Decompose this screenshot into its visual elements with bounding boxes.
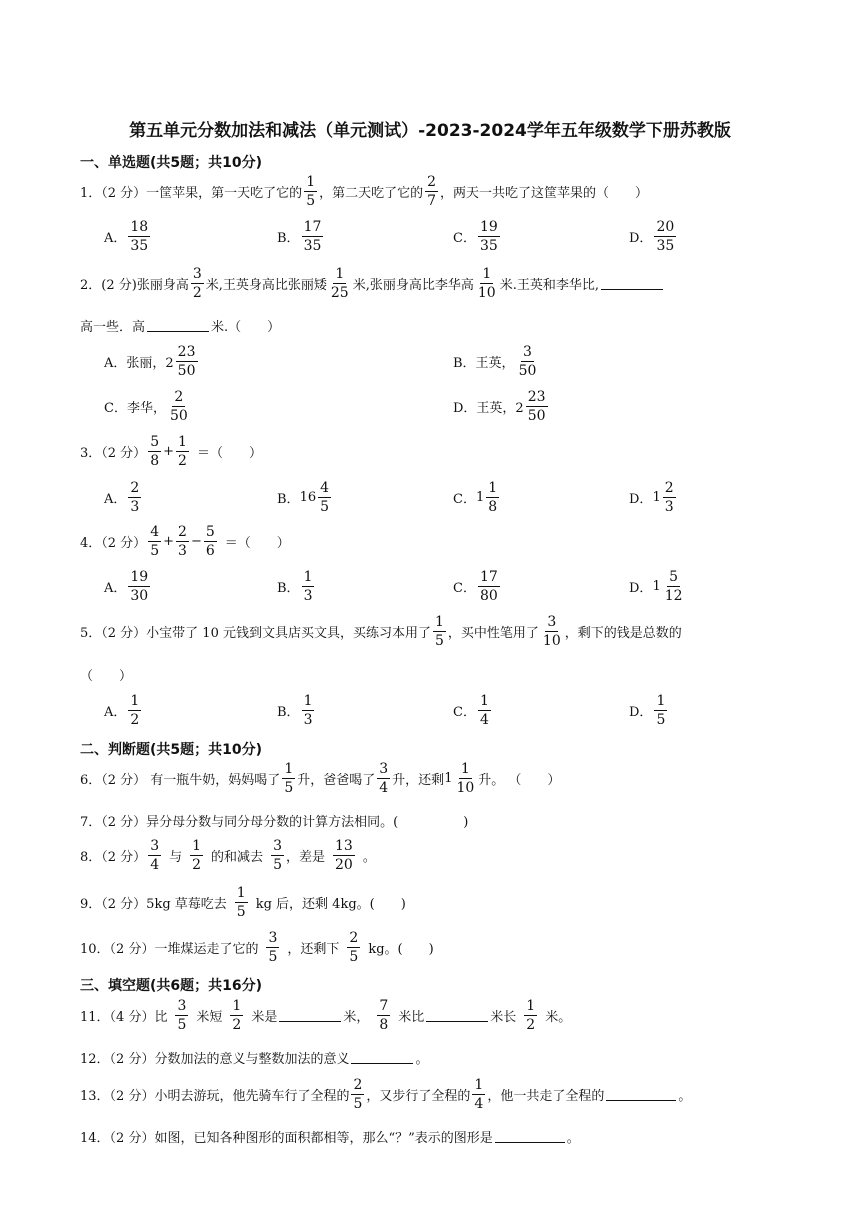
text-segment: 。 <box>362 850 376 866</box>
text-segment: D． <box>629 231 653 247</box>
text-segment: 12．（2 分）分数加法的意义与整数加法的意义 <box>80 1052 350 1067</box>
text-segment: − <box>190 534 202 550</box>
answer-blank[interactable] <box>147 319 209 332</box>
denominator: 5 <box>434 633 444 650</box>
text-segment: 的和减去 <box>211 850 264 866</box>
text-segment: 米,张丽身高比李华高 <box>352 278 474 294</box>
text-segment: C． <box>453 231 476 247</box>
text-segment: 7．（2 分）异分母分数与同分母分数的计算方法相同。( ) <box>80 815 469 830</box>
denominator: 2 <box>192 857 202 874</box>
text-segment: 14．（2 分）如图，已知各种图形的面积都相等，那么“？”表示的图形是 <box>80 1131 493 1146</box>
text-segment: 13．（2 分）小明去游玩，他先骑车行了全程的 <box>80 1089 350 1105</box>
numerator: 1 <box>176 434 189 452</box>
fraction <box>663 480 676 515</box>
text-segment: 升，还剩 <box>392 773 445 789</box>
option-c[interactable] <box>453 569 502 604</box>
answer-blank[interactable] <box>426 1009 488 1022</box>
question-6 <box>80 761 560 796</box>
fraction <box>351 1077 364 1112</box>
text-segment: 8．（2 分） <box>80 850 147 866</box>
fraction <box>176 524 189 559</box>
question-9 <box>80 885 406 920</box>
fraction <box>266 930 279 965</box>
answer-blank[interactable] <box>351 1051 413 1064</box>
denominator: 5 <box>306 193 316 210</box>
denominator: 5 <box>273 857 282 874</box>
denominator: 35 <box>479 238 498 255</box>
numerator: 3 <box>545 614 558 632</box>
numerator: 20 <box>654 219 676 237</box>
fraction <box>478 569 500 604</box>
denominator: 5 <box>353 1096 363 1113</box>
numerator: 4 <box>148 524 161 542</box>
denominator: 5 <box>236 904 246 921</box>
option-c[interactable] <box>453 219 502 254</box>
option-d[interactable] <box>629 480 678 515</box>
text-segment: 2．(2 分)张丽身高 <box>80 278 189 294</box>
text-segment: ，还剩下 <box>287 942 340 958</box>
denominator: 25 <box>330 285 349 302</box>
numerator: 1 <box>190 838 203 856</box>
fraction <box>478 693 491 728</box>
text-segment: 。 <box>415 1052 429 1067</box>
denominator: 4 <box>474 1096 484 1113</box>
question-7 <box>80 811 468 830</box>
denominator: 2 <box>130 712 140 729</box>
text-segment: kg 后，还剩 4kg。( ) <box>255 897 406 913</box>
text-segment: 11．（4 分）比 <box>80 1010 168 1026</box>
text-segment: C．李华， <box>104 401 166 417</box>
option-b[interactable] <box>277 693 316 728</box>
text-segment: 米。 <box>545 1010 572 1026</box>
text-segment: A． <box>104 231 127 247</box>
denominator: 2 <box>526 1017 536 1034</box>
text-segment: 。 <box>566 1131 580 1146</box>
numerator: 5 <box>667 569 680 587</box>
fraction <box>654 219 676 254</box>
numerator: 1 <box>459 761 472 779</box>
fraction <box>663 569 685 604</box>
option-d[interactable] <box>629 569 687 604</box>
fraction <box>176 434 189 469</box>
text-segment: ，剩下的钱是总数的 <box>564 626 682 642</box>
denominator: 2 <box>178 453 187 470</box>
numerator: 2 <box>176 524 189 542</box>
numerator: 3 <box>271 838 284 856</box>
text-segment: 1 <box>475 490 485 506</box>
text-segment: B． <box>277 231 300 247</box>
text-segment: 16 <box>299 490 317 506</box>
option-d[interactable] <box>629 693 669 728</box>
denominator: 5 <box>656 712 666 729</box>
fraction <box>517 344 539 379</box>
text-segment: 5．（2 分）小宝带了 10 元钱到文具店买文具，买练习本用了 <box>80 626 431 642</box>
section-heading-true-false: 二、判断题(共5题；共10分) <box>80 742 263 758</box>
numerator: 3 <box>175 998 188 1016</box>
text-segment: 1 <box>652 579 661 595</box>
numerator: 1 <box>235 885 248 903</box>
fraction <box>235 885 248 920</box>
denominator: 5 <box>150 543 160 560</box>
numerator: 7 <box>377 998 390 1016</box>
text-segment: 4．（2 分） <box>80 536 147 552</box>
text-segment: 升，爸爸喝了 <box>297 773 376 789</box>
question-2-cont <box>80 316 280 335</box>
text-segment: D． <box>629 705 653 721</box>
option-c[interactable] <box>453 693 493 728</box>
numerator: 2 <box>128 480 141 498</box>
numerator: 1 <box>472 1077 485 1095</box>
text-segment: 。 <box>678 1089 692 1105</box>
numerator: 3 <box>521 344 534 362</box>
text-segment: 1．（2 分）一筐苹果，第一天吃了它的 <box>80 186 303 202</box>
numerator: 1 <box>480 266 493 284</box>
fraction <box>478 219 500 254</box>
numerator: 1 <box>486 480 499 498</box>
fraction <box>476 266 498 301</box>
text-segment: B． <box>277 581 300 597</box>
fraction <box>302 569 315 604</box>
text-segment: 米长 <box>490 1010 517 1026</box>
denominator: 50 <box>518 363 537 380</box>
text-segment: C． <box>453 492 476 508</box>
denominator: 10 <box>477 285 496 302</box>
denominator: 12 <box>664 588 683 605</box>
fraction <box>433 614 446 649</box>
numerator: 3 <box>266 930 279 948</box>
text-segment: ＝（ ） <box>224 536 290 552</box>
numerator: 19 <box>478 219 500 237</box>
numerator: 3 <box>377 761 390 779</box>
denominator: 35 <box>656 238 675 255</box>
question-1 <box>80 174 648 209</box>
numerator: 2 <box>347 930 360 948</box>
text-segment: 10．（2 分）一堆煤运走了它的 <box>80 942 259 958</box>
text-segment: ，又步行了全程的 <box>366 1089 471 1105</box>
fraction <box>282 761 295 796</box>
numerator: 1 <box>128 693 141 711</box>
denominator: 10 <box>542 633 561 650</box>
denominator: 3 <box>130 499 140 516</box>
text-segment: C． <box>453 705 476 721</box>
denominator: 8 <box>150 453 160 470</box>
fraction <box>329 266 351 301</box>
fraction <box>191 266 204 301</box>
denominator: 3 <box>178 543 187 560</box>
denominator: 3 <box>303 712 313 729</box>
numerator: 5 <box>204 524 217 542</box>
text-segment: kg。( ) <box>368 942 434 958</box>
denominator: 35 <box>303 238 322 255</box>
denominator: 30 <box>130 588 149 605</box>
option-d[interactable] <box>453 389 550 424</box>
text-segment: ，两天一共吃了这筐苹果的（ ） <box>440 186 649 202</box>
denominator: 3 <box>664 499 674 516</box>
numerator: 17 <box>478 569 500 587</box>
text-segment: ，买中性笔用了 <box>447 626 539 642</box>
question-13 <box>80 1077 691 1112</box>
denominator: 2 <box>232 1017 242 1034</box>
fraction <box>128 569 150 604</box>
denominator: 7 <box>427 193 437 210</box>
text-segment: + <box>163 534 175 550</box>
fraction <box>377 998 390 1033</box>
option-b[interactable] <box>277 480 333 515</box>
text-segment: D． <box>629 492 653 508</box>
denominator: 35 <box>130 238 149 255</box>
numerator: 1 <box>333 266 346 284</box>
text-segment: 1 <box>444 771 453 787</box>
fraction <box>204 524 217 559</box>
denominator: 50 <box>177 363 196 380</box>
option-d[interactable] <box>629 219 678 254</box>
numerator: 18 <box>128 219 150 237</box>
fraction <box>377 761 390 796</box>
fraction <box>230 998 243 1033</box>
text-segment: ＝（ ） <box>196 446 262 462</box>
answer-blank[interactable] <box>279 1009 341 1022</box>
answer-blank[interactable] <box>601 277 663 290</box>
section-heading-fill-blank: 三、填空题(共6题；共16分) <box>80 978 263 994</box>
answer-blank[interactable] <box>495 1130 565 1143</box>
fraction <box>304 174 317 209</box>
numerator: 13 <box>333 838 355 856</box>
fraction <box>425 174 438 209</box>
numerator: 1 <box>654 693 667 711</box>
numerator: 1 <box>302 693 315 711</box>
text-segment: 米.王英和李华比, <box>499 278 599 294</box>
denominator: 50 <box>527 408 546 425</box>
option-c[interactable] <box>104 389 192 424</box>
fraction <box>168 389 190 424</box>
denominator: 5 <box>320 499 330 516</box>
fraction <box>302 219 324 254</box>
text-segment: 米,王英身高比张丽矮 <box>205 278 327 294</box>
question-12 <box>80 1048 428 1067</box>
fraction <box>472 1077 485 1112</box>
question-8 <box>80 838 376 873</box>
numerator: 2 <box>172 389 185 407</box>
text-segment: D．王英，2 <box>453 401 524 417</box>
numerator: 19 <box>128 569 150 587</box>
fraction <box>128 693 141 728</box>
fraction <box>148 524 161 559</box>
question-5 <box>80 614 682 649</box>
fraction <box>524 998 537 1033</box>
text-segment: 高一些．高 <box>80 320 146 335</box>
fraction <box>347 930 360 965</box>
numerator: 1 <box>304 174 317 192</box>
text-segment: 米比 <box>398 1010 425 1026</box>
option-a[interactable] <box>104 569 152 604</box>
text-segment: 6．（2 分） 有一瓶牛奶，妈妈喝了 <box>80 773 281 789</box>
option-b[interactable] <box>453 344 540 379</box>
fraction <box>176 344 198 379</box>
numerator: 5 <box>148 434 161 452</box>
text-segment: 3．（2 分） <box>80 446 147 462</box>
denominator: 8 <box>379 1017 389 1034</box>
numerator: 1 <box>433 614 446 632</box>
fraction <box>486 480 499 515</box>
denominator: 5 <box>349 949 359 966</box>
text-segment: 米.（ ） <box>211 320 281 335</box>
question-10 <box>80 930 434 965</box>
numerator: 1 <box>478 693 491 711</box>
numerator: 1 <box>302 569 315 587</box>
option-c[interactable] <box>453 480 501 515</box>
numerator: 2 <box>351 1077 364 1095</box>
fraction <box>148 434 161 469</box>
numerator: 17 <box>302 219 324 237</box>
text-segment: A． <box>104 705 127 721</box>
fraction <box>526 389 548 424</box>
text-segment: 与 <box>169 850 183 866</box>
denominator: 4 <box>479 712 489 729</box>
denominator: 3 <box>303 588 313 605</box>
numerator: 1 <box>524 998 537 1016</box>
fraction <box>541 614 563 649</box>
fraction <box>302 693 315 728</box>
text-segment: 升。 （ ） <box>478 773 561 789</box>
option-b[interactable] <box>277 569 316 604</box>
question-4 <box>80 524 290 559</box>
denominator: 20 <box>335 857 353 874</box>
denominator: 5 <box>177 1017 187 1034</box>
text-segment: B．王英， <box>453 356 515 372</box>
option-a[interactable] <box>104 693 143 728</box>
denominator: 4 <box>379 780 389 797</box>
option-b[interactable] <box>277 219 325 254</box>
text-segment: ，他一共走了全程的 <box>487 1089 605 1105</box>
fraction <box>128 480 141 515</box>
numerator: 1 <box>230 998 243 1016</box>
answer-blank[interactable] <box>606 1088 676 1101</box>
denominator: 4 <box>150 857 160 874</box>
fraction <box>654 693 667 728</box>
denominator: 6 <box>205 543 215 560</box>
text-segment: + <box>163 444 175 460</box>
option-a[interactable] <box>104 480 143 515</box>
numerator: 2 <box>425 174 438 192</box>
denominator: 2 <box>192 285 202 302</box>
fraction <box>318 480 331 515</box>
denominator: 10 <box>456 780 475 797</box>
question-14 <box>80 1127 580 1146</box>
question-2 <box>80 266 665 301</box>
numerator: 3 <box>148 838 161 856</box>
numerator: 23 <box>526 389 548 407</box>
fraction <box>128 219 150 254</box>
text-segment: A． <box>104 581 127 597</box>
denominator: 8 <box>488 499 498 516</box>
text-segment: C． <box>453 581 476 597</box>
question-5-cont <box>80 665 132 684</box>
fraction <box>333 838 355 873</box>
section-heading-single-choice: 一、单选题(共5题；共10分) <box>80 155 263 171</box>
fraction <box>190 838 203 873</box>
fraction <box>148 838 161 873</box>
denominator: 5 <box>268 949 278 966</box>
question-3 <box>80 434 262 469</box>
fraction <box>271 838 284 873</box>
text-segment: （ ） <box>80 669 133 684</box>
denominator: 80 <box>479 588 498 605</box>
text-segment: B． <box>277 705 300 721</box>
text-segment: A．张丽，2 <box>104 356 174 372</box>
numerator: 23 <box>176 344 198 362</box>
text-segment: 米短 <box>196 1010 223 1026</box>
fraction <box>175 998 188 1033</box>
text-segment: ，差是 <box>285 850 325 866</box>
text-segment: 1 <box>652 490 661 506</box>
text-segment: 9．（2 分）5kg 草莓吃去 <box>80 897 227 913</box>
page-title: 第五单元分数加法和减法（单元测试）-2023-2024学年五年级数学下册苏教版 <box>129 121 731 141</box>
numerator: 1 <box>282 761 295 779</box>
question-11 <box>80 998 571 1033</box>
denominator: 5 <box>284 780 294 797</box>
option-a[interactable] <box>104 344 200 379</box>
text-segment: 米是 <box>251 1010 278 1026</box>
text-segment: 米， <box>343 1010 370 1026</box>
fraction <box>454 761 476 796</box>
numerator: 2 <box>663 480 676 498</box>
denominator: 50 <box>169 408 188 425</box>
text-segment: B． <box>277 492 300 508</box>
text-segment: A． <box>104 492 127 508</box>
text-segment: D． <box>629 581 653 597</box>
numerator: 4 <box>318 480 331 498</box>
option-a[interactable] <box>104 219 152 254</box>
text-segment: ，第二天吃了它的 <box>319 186 424 202</box>
numerator: 3 <box>191 266 204 284</box>
